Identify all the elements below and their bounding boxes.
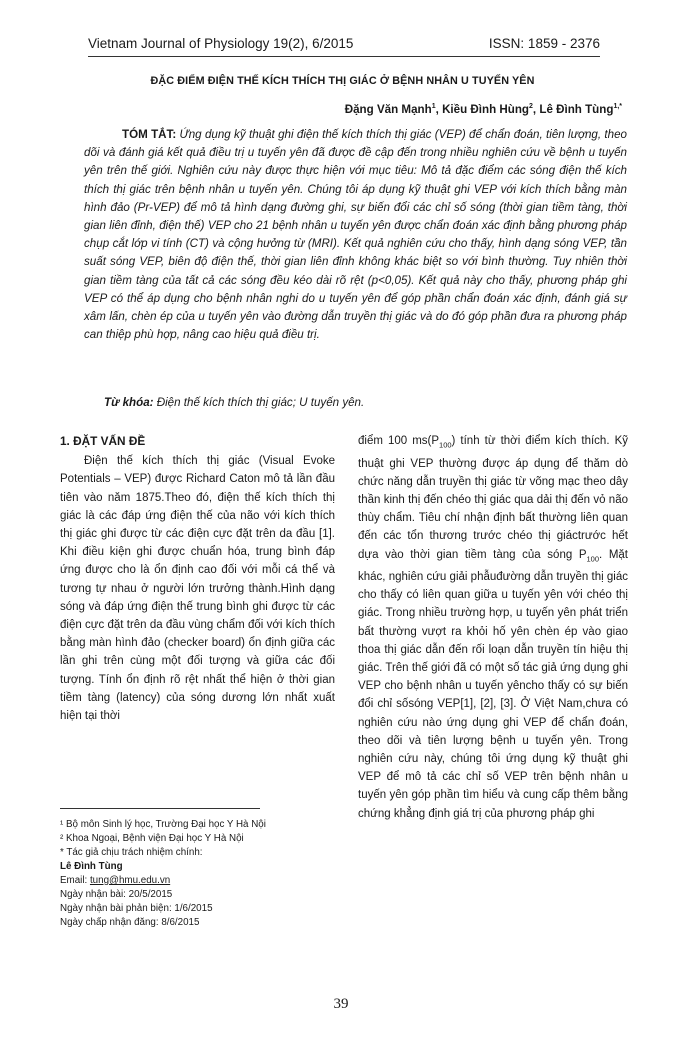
- email-link[interactable]: tung@hmu.edu.vn: [89, 875, 171, 886]
- section-heading: 1. ĐẶT VẤN ĐỀ: [60, 434, 146, 448]
- abstract-label: TÓM TẮT:: [122, 128, 177, 141]
- author-affiliation-mark: 1,*: [613, 103, 622, 111]
- footnote-received: Ngày nhận bài: 20/5/2015: [60, 889, 173, 900]
- author-separator: ,: [435, 103, 443, 116]
- author-name: Lê Đình Tùng: [539, 103, 614, 116]
- body-paragraph: Điện thế kích thích thị giác (Visual Evoke Potentials – VEP) được Richard Caton mô tả lần đầu tiên vào năm 1875.Theo đó, điện thế kích thích thị giác là các đáp ứng điện thế của não với kích thích thị giác ghi được từ các điện cực đặt trên da đầu [1]. Khi điều kiện ghi được chuẩn hóa, trung bình đáp ứng được cho là ổn định cao đối với mỗi cá thể và tương tự nhau ở người lớn trưởng thành.Hình dạng sóng và đáp ứng điện thế trung bình ghi được từ các điện cực đặt trên da đầu vùng chẩm đối với kích thích bằng màn hình đảo (checker board) ổn định giữa các lần ghi trên cùng một đối tượng và giữa các đối tượng. Tính ổn định rõ rệt nhất thể hiện ở thời gian tiềm tàng (latency) của sóng dương lớn nhất xuất hiện tại thời: [60, 455, 335, 723]
- author-name: Đặng Văn Mạnh: [344, 103, 432, 116]
- page-number: 39: [333, 996, 349, 1012]
- running-header: [88, 36, 600, 54]
- author-separator: ,: [532, 103, 540, 116]
- keywords-text: Điện thế kích thích thị giác; U tuyến yên.: [153, 396, 365, 409]
- footnote-accepted: Ngày chấp nhận đăng: 8/6/2015: [60, 917, 200, 928]
- journal-name: Vietnam Journal of Physiology 19(2), 6/2015: [88, 36, 354, 51]
- issn: ISSN: 1859 - 2376: [488, 36, 600, 51]
- email-label: Email:: [60, 875, 90, 886]
- article-title: ĐẶC ĐIỂM ĐIỆN THẾ KÍCH THÍCH THỊ GIÁC Ở BỆNH NHÂN U TUYẾN YÊN: [150, 75, 535, 87]
- footnote-email: [60, 874, 350, 888]
- text-run: điểm 100 ms(P: [358, 435, 440, 447]
- footnote-affiliation-2: ² Khoa Ngoại, Bệnh viện Đại học Y Hà Nội: [60, 833, 244, 844]
- text-run: ) tính từ thời điểm kích thích. Kỹ thuật ghi VEP thường được áp dụng để thăm dò chức năng dẫn truyền thị giác từ võng mạc theo dây thần kinh thị đến chéo thị giác qua dải thị đến vỏ não thùy chẩm. Tiêu chí nhận định bất thường liên quan đến các tổn thương trước chéo thị giáctrước hết dựa vào thời gian tiềm tàng của sóng P: [358, 435, 628, 561]
- footnote-corresponding: * Tác giả chịu trách nhiệm chính:: [60, 847, 203, 858]
- footnote-rule: [60, 808, 260, 809]
- footnote-reviewed: Ngày nhận bài phản biện: 1/6/2015: [60, 903, 213, 914]
- body-paragraph: [358, 432, 628, 823]
- footnotes: [60, 818, 350, 930]
- author-name: Kiều Đình Hùng: [442, 103, 530, 116]
- subscript: 100: [439, 440, 452, 450]
- header-rule: [88, 56, 600, 57]
- footnote-corresponding-name: Lê Đình Tùng: [60, 861, 123, 872]
- author-list: [250, 103, 622, 116]
- abstract-text: Ứng dụng kỹ thuật ghi điện thế kích thích thị giác (VEP) để chẩn đoán, tiên lượng, theo dõi và đánh giá kết quả điều trị u tuyến yên đã được đề cập đến trong nhiều nghiên cứu về bệnh u tuyến yên trên thế giới. Nghiên cứu này được thực hiện với mục tiêu: Mô tả đặc điểm các sóng điện thế kích thích thị giác trên bệnh nhân u tuyến yên. Chúng tôi áp dụng kỹ thuật ghi VEP với kích thích bằng màn hình đảo (Pr-VEP) để mô tả hình dạng đường ghi, sự biến đổi các chỉ số sóng (thời gian tiềm tàng, thời gian liên đỉnh, điện thế) VEP cho 21 bệnh nhân u tuyến yên được chẩn đoán xác định bằng phương pháp chụp cắt lớp vi tính (CT) và cộng hưởng từ (MRI). Kết quả nghiên cứu cho thấy, hình dạng sóng VEP, tần suất sóng VEP, biên độ điện thế, thời gian liên đỉnh không khác biệt so với bình thường. Tuy nhiên thời gian tiềm tàng của tất cả các sóng đều kéo dài rõ rệt (p<0,05). Kết quả này cho thấy, phương pháp ghi VEP có thể áp dụng cho bệnh nhân nghi do u tuyến yên để góp phần chẩn đoán xác định, đánh giá sự xâm lấn, chèn ép của u tuyến yên vào đường dẫn truyền thị giác và do đó góp phần đưa ra phương pháp can thiệp phù hợp, nâng cao hiệu quả điều trị.: [84, 128, 627, 342]
- right-column: [358, 432, 628, 823]
- keywords: [84, 396, 627, 409]
- footnote-affiliation-1: ¹ Bộ môn Sinh lý học, Trường Đại học Y Hà Nội: [60, 819, 266, 830]
- text-run: . Mặt khác, nghiên cứu giải phẫuđường dẫn truyền thị giác cho thấy có liên quan giữa u tuyến yên với chéo thị giác. Trong nhiều trường hợp, u tuyến yên phát triển bất thường vượt ra khỏi hố yên chèn ép vào giao thoa thị giác dẫn đến rối loạn dẫn truyền tín hiệu thị giác. Trên thế giới đã có một số tác giả ứng dụng ghi VEP cho bệnh nhân u tuyến yêncho thấy có sự biến đổi chỉ sốsóng VEP[1], [2], [3]. Ở Việt Nam,chưa có nghiên cứu nào ứng dụng ghi VEP để chẩn đoán, theo dõi và tiên lượng bệnh u tuyến yên. Trong nghiên cứu này, chúng tôi ứng dụng kỹ thuật ghi VEP để mô tả các chỉ số VEP trên bệnh nhân u tuyến yên góp phần tìm hiểu và cung cấp thêm bằng chứng khẳng định giá trị của phương pháp ghi: [358, 548, 628, 820]
- keywords-label: Từ khóa:: [104, 396, 154, 409]
- left-column: [60, 432, 335, 725]
- abstract: [84, 126, 627, 344]
- author-affiliation-mark: 2: [529, 103, 533, 111]
- author-affiliation-mark: 1: [431, 103, 436, 111]
- subscript: 100: [586, 553, 600, 563]
